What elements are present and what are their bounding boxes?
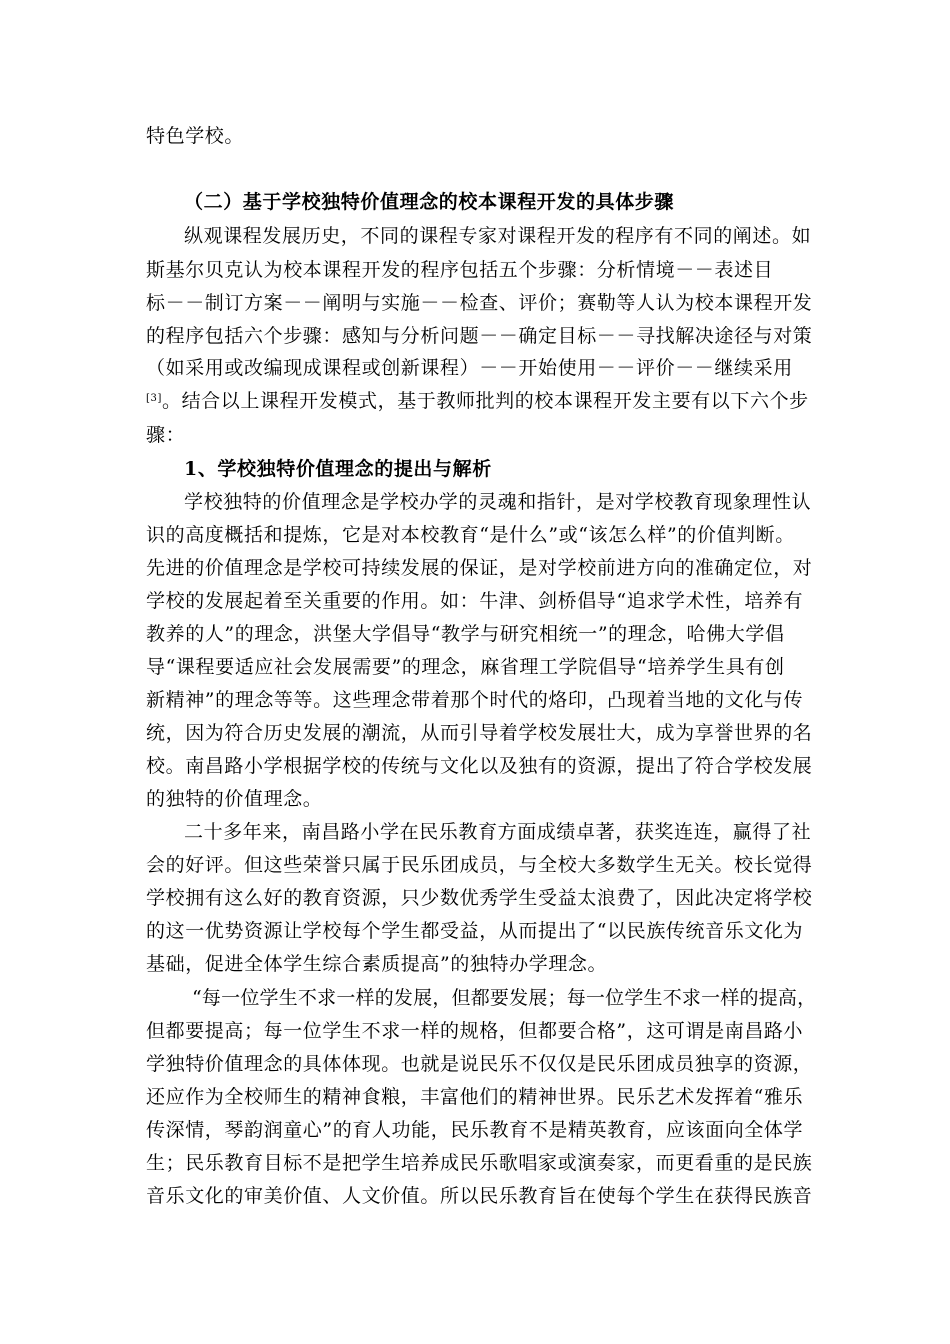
- para3-line-3: 学校拥有这么好的教育资源，只少数优秀学生受益太浪费了，因此决定将学校: [146, 887, 813, 909]
- subheading-1: 1、学校独特价值理念的提出与解析: [184, 458, 492, 480]
- citation-ref: [3]: [146, 393, 162, 404]
- para4-line-6: 生；民乐教育目标不是把学生培养成民乐歌唱家或演奏家，而更看重的是民族: [146, 1152, 813, 1174]
- para4-line-1: “每一位学生不求一样的发展，但都要发展；每一位学生不求一样的提高，: [192, 987, 817, 1009]
- para2-line-9: 校。南昌路小学根据学校的传统与文化以及独有的资源，提出了符合学校发展: [146, 755, 813, 777]
- para4-line-5: 传深情，琴韵润童心”的育人功能，民乐教育不是精英教育，应该面向全体学: [146, 1119, 804, 1141]
- intro-end-line: 特色学校。: [146, 125, 245, 147]
- para1-line-7: 骤：: [146, 424, 186, 446]
- para3-line-1: 二十多年来，南昌路小学在民乐教育方面成绩卓著，获奖连连，赢得了社: [184, 821, 812, 843]
- para2-line-10: 的独特的价值理念。: [146, 788, 323, 810]
- para1-line-5: （如采用或改编现成课程或创新课程）－－开始使用－－评价－－继续采用: [146, 357, 793, 379]
- para4-line-7: 音乐文化的审美价值、人文价值。所以民乐教育旨在使每个学生在获得民族音: [146, 1185, 813, 1207]
- para2-line-6: 导“课程要适应社会发展需要”的理念，麻省理工学院倡导“培养学生具有创: [146, 656, 785, 678]
- para1-line-2: 斯基尔贝克认为校本课程开发的程序包括五个步骤：分析情境－－表述目: [146, 259, 774, 281]
- section-heading: （二）基于学校独特价值理念的校本课程开发的具体步骤: [184, 191, 675, 213]
- para2-line-2: 识的高度概括和提炼，它是对本校教育“是什么”或“该怎么样”的价值判断。: [146, 524, 795, 546]
- para1-line-3: 标－－制订方案－－阐明与实施－－检查、评价；赛勒等人认为校本课程开发: [146, 292, 813, 314]
- para4-line-2: 但都要提高；每一位学生不求一样的规格，但都要合格”，这可谓是南昌路小: [146, 1020, 804, 1042]
- para3-line-5: 基础，促进全体学生综合素质提高”的独特办学理念。: [146, 953, 608, 975]
- para2-line-7: 新精神”的理念等等。这些理念带着那个时代的烙印，凸现着当地的文化与传: [146, 689, 804, 711]
- para4-line-4: 还应作为全校师生的精神食粮，丰富他们的精神世界。民乐艺术发挥着“雅乐: [146, 1086, 804, 1108]
- para1-line-6-text: 。结合以上课程开发模式，基于教师批判的校本课程开发主要有以下六个步: [161, 390, 809, 412]
- para2-line-1: 学校独特的价值理念是学校办学的灵魂和指针，是对学校教育现象理性认: [184, 491, 812, 513]
- para2-line-5: 教养的人”的理念，洪堡大学倡导“教学与研究相统一”的理念，哈佛大学倡: [146, 623, 785, 645]
- para1-line-6: [146, 389, 809, 413]
- para4-line-3: 学独特价值理念的具体体现。也就是说民乐不仅仅是民乐团成员独享的资源，: [146, 1053, 813, 1075]
- para3-line-4: 的这一优势资源让学校每个学生都受益，从而提出了“以民族传统音乐文化为: [146, 920, 804, 942]
- para2-line-4: 学校的发展起着至关重要的作用。如：牛津、剑桥倡导“追求学术性，培养有: [146, 590, 804, 612]
- para1-line-4: 的程序包括六个步骤：感知与分析问题－－确定目标－－寻找解决途径与对策: [146, 325, 813, 347]
- para3-line-2: 会的好评。但这些荣誉只属于民乐团成员，与全校大多数学生无关。校长觉得: [146, 854, 813, 876]
- para2-line-8: 统，因为符合历史发展的潮流，从而引导着学校发展壮大，成为享誉世界的名: [146, 722, 813, 744]
- para2-line-3: 先进的价值理念是学校可持续发展的保证，是对学校前进方向的准确定位，对: [146, 557, 813, 579]
- para1-line-1: 纵观课程发展历史，不同的课程专家对课程开发的程序有不同的阐述。如: [184, 225, 812, 247]
